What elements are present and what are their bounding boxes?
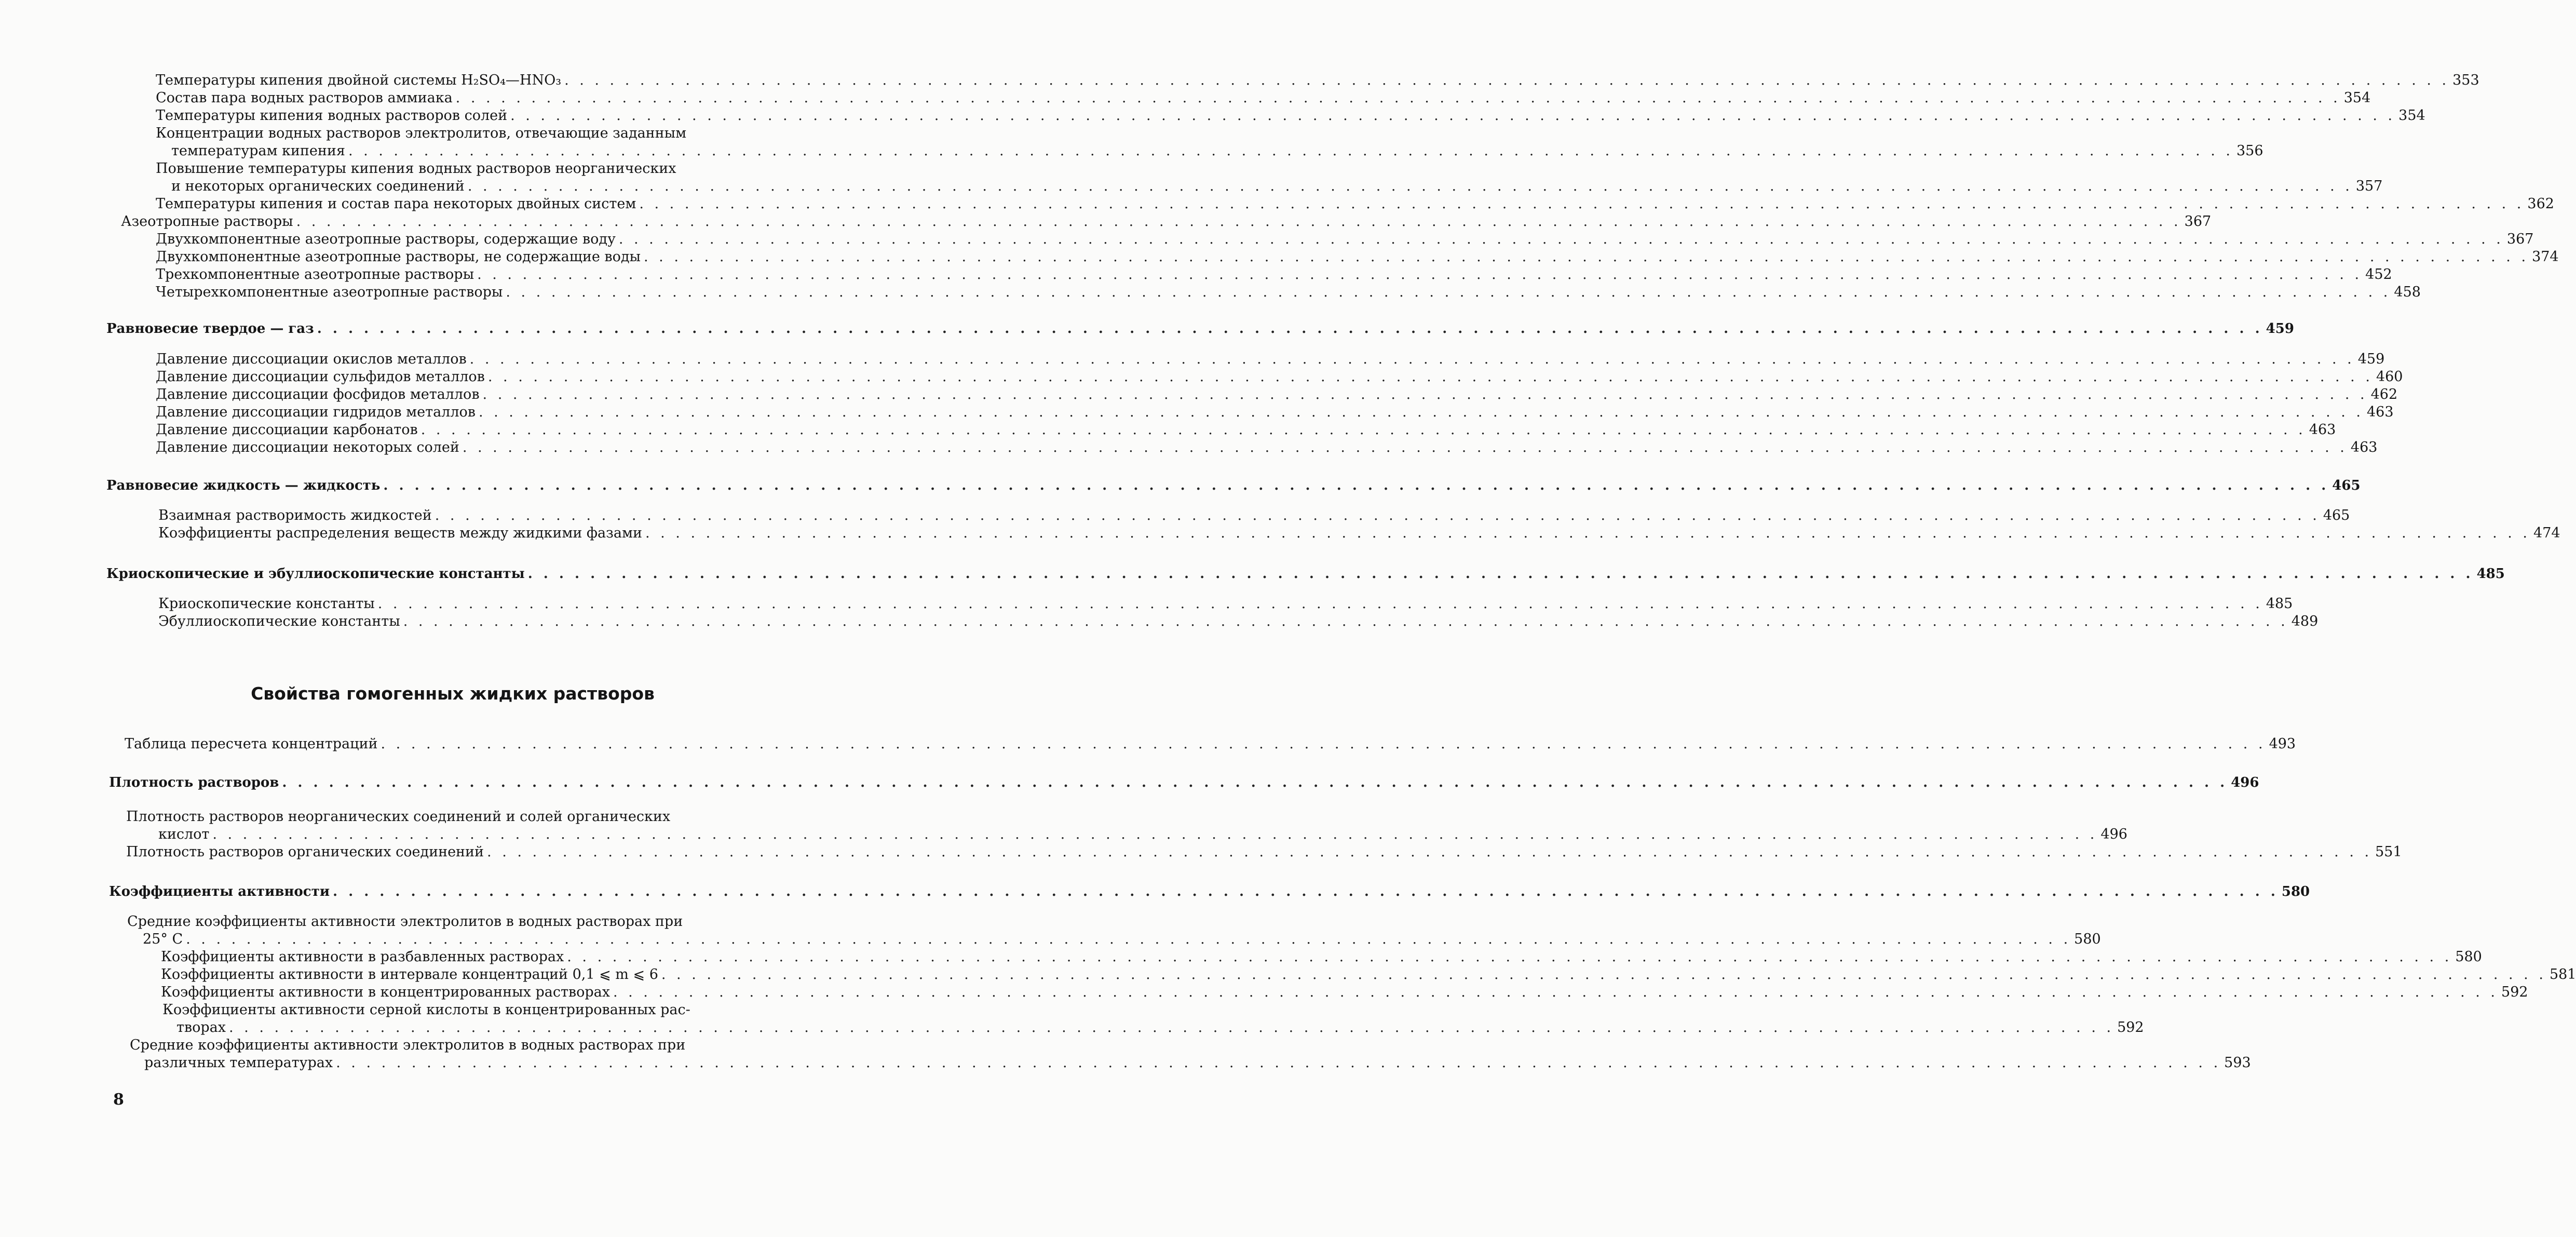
entry-title: Азеотропные растворы (121, 213, 293, 230)
entry-title: Температуры кипения двойной системы H₂SO₄—HNO₃ (156, 72, 562, 88)
entry-page: 592 (2501, 984, 2528, 1000)
entry-title: Криоскопические константы (158, 596, 375, 612)
entry-page: 493 (2269, 736, 2296, 752)
entry-page: 465 (2323, 507, 2350, 523)
entry-title: Давление диссоциации некоторых солей (156, 439, 459, 455)
entry-page: 474 (2533, 525, 2560, 541)
entry-page: 465 (2332, 478, 2361, 493)
entry-title: Взаимная растворимость жидкостей (158, 507, 432, 523)
toc-section[interactable] (109, 883, 2310, 900)
entry-title-line1[interactable]: Средние коэффициенты активности электролитов в водных растворах при (127, 913, 683, 930)
toc-entry[interactable] (156, 386, 2398, 404)
entry-page: 463 (2350, 439, 2378, 455)
entry-page: 367 (2184, 213, 2212, 230)
toc-entry[interactable] (156, 248, 2559, 266)
entry-title: Коэффициенты активности в интервале концентраций 0,1 ⩽ m ⩽ 6 (161, 966, 658, 983)
entry-page: 462 (2370, 386, 2398, 402)
entry-title-line1[interactable]: Повышение температуры кипения водных растворов неорганических (156, 160, 676, 177)
entry-title: Коэффициенты распределения веществ между жидкими фазами (158, 525, 642, 541)
entry-page: 353 (2452, 72, 2479, 88)
toc-entry[interactable] (158, 595, 2293, 613)
entry-title: Трехкомпонентные азеотропные растворы (156, 266, 474, 283)
entry-title-cont: творах (177, 1019, 226, 1036)
entry-page: 356 (2236, 143, 2263, 159)
toc-entry[interactable] (156, 404, 2394, 421)
section-title: Плотность растворов (109, 775, 279, 790)
entry-page: 354 (2343, 90, 2371, 106)
entry-page: 496 (2100, 826, 2127, 842)
entry-title-cont: и некоторых органических соединений (171, 178, 465, 194)
toc-entry[interactable] (126, 843, 2402, 861)
toc-entry[interactable] (156, 284, 2421, 301)
page-number: 8 (113, 1091, 124, 1109)
toc-entry[interactable] (156, 421, 2336, 439)
entry-page: 354 (2398, 107, 2425, 124)
entry-page: 452 (2365, 266, 2392, 283)
entry-title: Давление диссоциации гидридов металлов (156, 404, 476, 420)
entry-page: 463 (2367, 404, 2394, 420)
entry-page: 580 (2074, 931, 2101, 947)
entry-title: Плотность растворов органических соединений (126, 844, 484, 860)
toc-entry[interactable] (156, 89, 2371, 107)
toc-entry[interactable] (158, 613, 2319, 630)
toc-entry[interactable] (158, 525, 2560, 542)
entry-title: Давление диссоциации сульфидов металлов (156, 369, 485, 385)
entry-page: 496 (2231, 775, 2259, 790)
toc-subsection[interactable] (121, 213, 2212, 231)
entry-page: 459 (2357, 351, 2385, 367)
toc-entry[interactable] (156, 231, 2534, 248)
toc-entry[interactable] (156, 195, 2554, 213)
entry-page: 357 (2355, 178, 2383, 194)
entry-title: Четырехкомпонентные азеотропные растворы (156, 284, 503, 300)
entry-title-cont: кислот (158, 826, 210, 842)
entry-title: Коэффициенты активности в разбавленных растворах (161, 949, 564, 965)
toc-entry[interactable] (158, 826, 2127, 843)
entry-title: Состав пара водных растворов аммиака (156, 90, 453, 106)
entry-title: Температуры кипения и состав пара некоторых двойных систем (156, 196, 636, 212)
toc-section[interactable] (106, 320, 2294, 338)
entry-title: Давление диссоциации окислов металлов (156, 351, 467, 367)
section-title: Равновесие жидкость — жидкость (106, 478, 381, 493)
toc-section[interactable] (106, 565, 2505, 583)
entry-page: 463 (2309, 422, 2336, 438)
entry-title-line1[interactable]: Коэффициенты активности серной кислоты в концентрированных рас- (162, 1002, 690, 1018)
entry-page: 460 (2376, 369, 2403, 385)
toc-entry[interactable] (156, 351, 2385, 368)
toc-entry[interactable] (171, 178, 2383, 195)
entry-page: 459 (2266, 321, 2294, 337)
entry-title: Давление диссоциации фосфидов металлов (156, 386, 480, 402)
entry-page: 593 (2224, 1055, 2251, 1071)
toc-entry[interactable] (125, 735, 2296, 753)
entry-page: 592 (2117, 1019, 2144, 1036)
toc-entry[interactable] (161, 984, 2528, 1001)
entry-title-line1[interactable]: Плотность растворов неорганических соединений и солей органических (126, 809, 671, 825)
entry-page: 581 (2549, 966, 2576, 983)
entry-page: 580 (2281, 884, 2310, 899)
toc-entry[interactable] (156, 439, 2378, 456)
entry-title: Двухкомпонентные азеотропные растворы, содержащие воду (156, 231, 616, 247)
toc-entry[interactable] (156, 368, 2403, 386)
toc-entry[interactable] (161, 966, 2576, 984)
entry-title: Эбуллиоскопические константы (158, 613, 400, 629)
toc-section[interactable] (109, 774, 2259, 791)
entry-page: 485 (2266, 596, 2293, 612)
section-heading: Свойства гомогенных жидких растворов (251, 683, 655, 704)
entry-title: Таблица пересчета концентраций (125, 736, 378, 752)
entry-title-line1[interactable]: Средние коэффициенты активности электролитов в водных растворах при (130, 1037, 686, 1053)
toc-entry[interactable] (177, 1019, 2144, 1037)
entry-page: 485 (2476, 566, 2505, 582)
entry-title: Двухкомпонентные азеотропные растворы, не содержащие воды (156, 249, 641, 265)
entry-title-cont: различных температурах (144, 1055, 333, 1071)
entry-title: Температуры кипения водных растворов солей (156, 107, 508, 124)
entry-page: 367 (2506, 231, 2534, 247)
toc-entry[interactable] (143, 931, 2101, 948)
section-title: Равновесие твердое — газ (106, 321, 314, 337)
toc-entry[interactable] (156, 72, 2479, 89)
entry-page: 362 (2527, 196, 2554, 212)
entry-page: 374 (2532, 249, 2559, 265)
toc-entry[interactable] (158, 507, 2350, 525)
entry-page: 489 (2291, 613, 2319, 629)
entry-title: Коэффициенты активности в концентрированных растворах (161, 984, 610, 1000)
toc-entry[interactable] (156, 266, 2392, 284)
section-title: Криоскопические и эбуллиоскопические константы (106, 566, 525, 582)
entry-title: Давление диссоциации карбонатов (156, 422, 418, 438)
entry-title-line1[interactable]: Концентрации водных растворов электролитов, отвечающие заданным (156, 125, 687, 141)
toc-section[interactable] (106, 477, 2361, 494)
entry-title-cont: температурам кипения (171, 143, 345, 159)
toc-entry[interactable] (144, 1054, 2251, 1072)
entry-title-cont: 25° C (143, 931, 183, 947)
toc-entry[interactable] (156, 107, 2425, 125)
toc-entry[interactable] (161, 948, 2482, 966)
toc-entry[interactable] (171, 142, 2263, 160)
entry-page: 580 (2455, 949, 2482, 965)
section-title: Коэффициенты активности (109, 884, 330, 899)
entry-page: 551 (2375, 844, 2402, 860)
entry-page: 458 (2394, 284, 2421, 300)
